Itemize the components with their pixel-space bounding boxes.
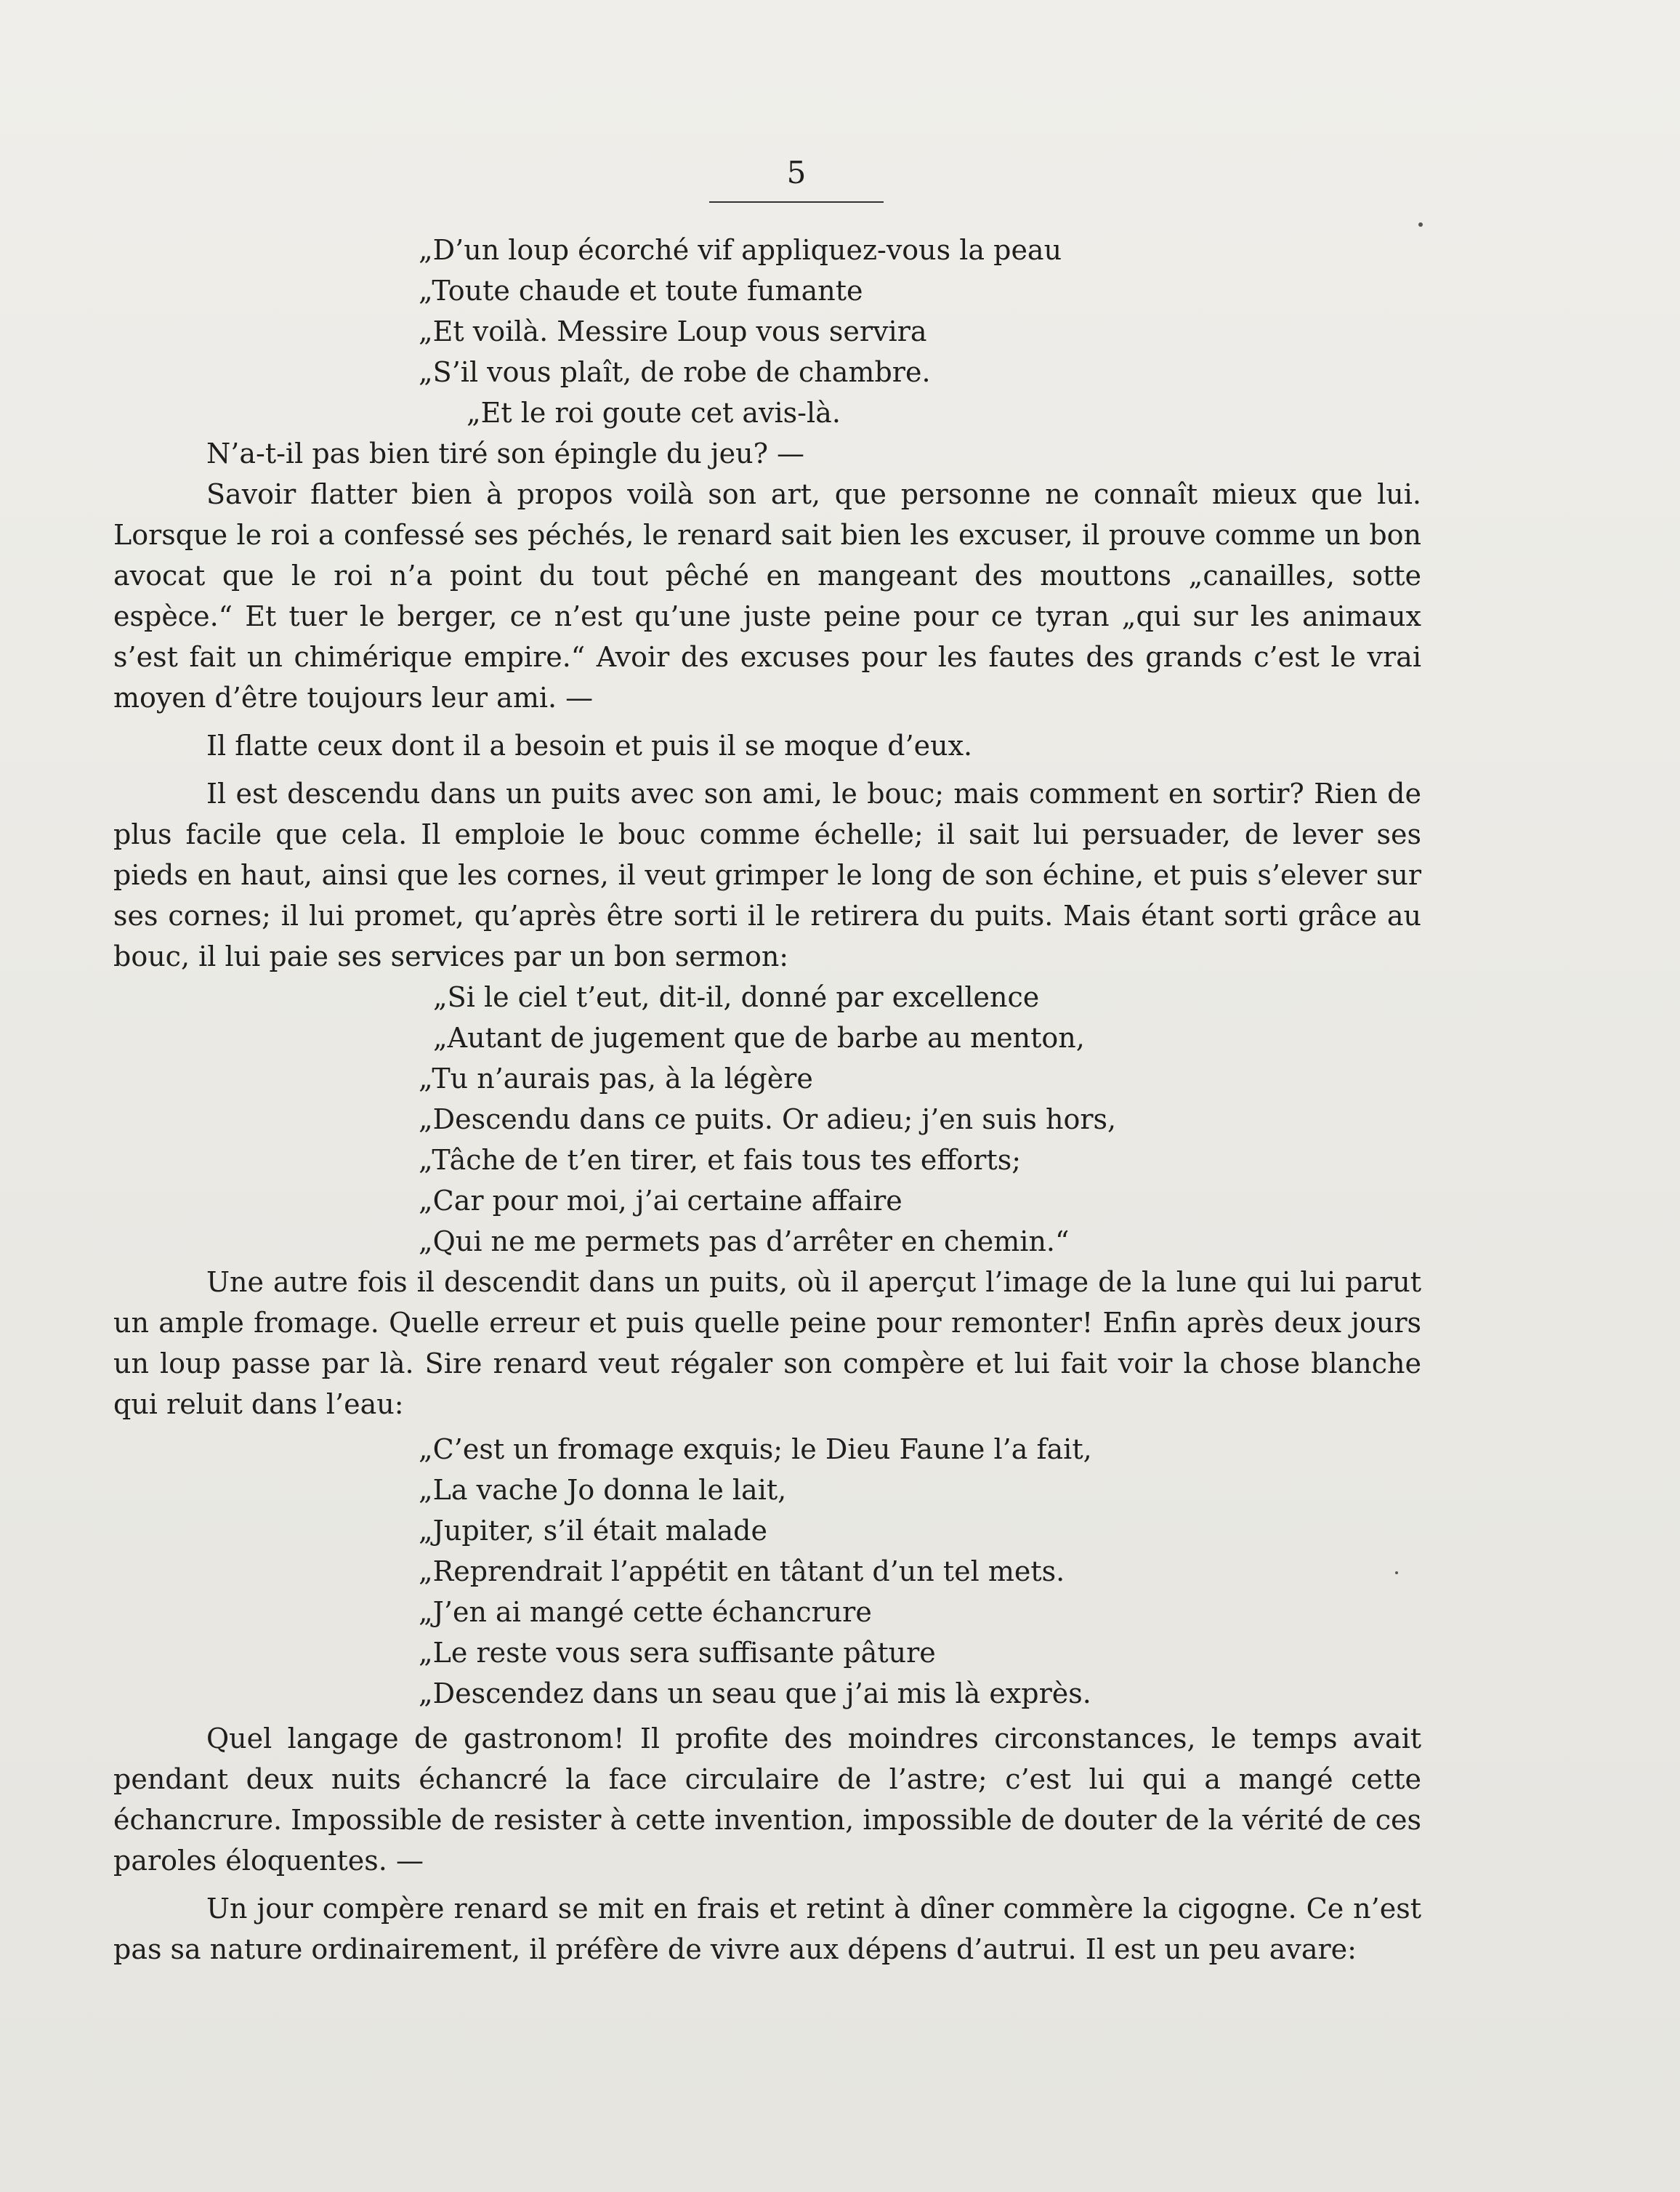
verse-line: „C’est un fromage exquis; le Dieu Faune l’a fait, — [419, 1433, 1092, 1465]
verse-line: „D’un loup écorché vif appliquez-vous la peau — [419, 234, 1062, 266]
verse-block-2 — [113, 977, 1421, 1262]
verse-line: „Toute chaude et toute fumante — [419, 275, 863, 307]
verse-line: „Reprendrait l’appétit en tâtant d’un tel mets. — [419, 1555, 1065, 1587]
paragraph: N’a-t-il pas bien tiré son épingle du jeu? — — [206, 438, 805, 470]
verse-line: „Descendu dans ce puits. Or adieu; j’en suis hors, — [419, 1103, 1117, 1135]
verse-line: „Tâche de t’en tirer, et fais tous tes efforts; — [419, 1144, 1022, 1176]
verse-line: „Autant de jugement que de barbe au menton, — [433, 1022, 1085, 1054]
paragraph: Savoir flatter bien à propos voilà son art, que personne ne connaît mieux que lui. Lorsque le roi a confessé ses péchés, le renard sait bien les excuser, il prouve comme un bon avocat que le roi n’a point du tout pêché en mangeant des mouttons „canailles, sotte espèce.“ Et tuer le berger, ce n’est qu’une juste peine pour ce tyran „qui sur les animaux s’est fait un chimérique empire.“ Avoir des excuses pour les fautes des grands c’est le vrai moyen d’être toujours leur ami. — — [113, 478, 1421, 714]
verse-line: „Qui ne me permets pas d’arrêter en chemin.“ — [419, 1225, 1070, 1257]
verse-line: „J’en ai mangé cette échancrure — [419, 1596, 872, 1628]
ink-speck — [1418, 222, 1423, 227]
verse-line: „Jupiter, s’il était malade — [419, 1515, 767, 1547]
verse-block-1 — [113, 230, 1421, 433]
verse-line: „Tu n’aurais pas, à la légère — [419, 1063, 813, 1095]
verse-line: „Et le roi goute cet avis-là. — [467, 397, 841, 429]
paragraph: Quel langage de gastronom! Il profite des moindres circonstances, le temps avait pendant deux nuits échancré la face circulaire de l’astre; c’est lui qui a mangé cette échancrure. Impossible de resister à cette invention, impossible de douter de la vérité de ces paroles éloquentes. — — [113, 1722, 1421, 1877]
paragraph: Il est descendu dans un puits avec son ami, le bouc; mais comment en sortir? Rien de plus facile que cela. Il emploie le bouc comme échelle; il sait lui persuader, de lever ses pieds en haut, ainsi que les cornes, il veut grimper le long de son échine, et puis s’elever sur ses cornes; il lui promet, qu’après être sorti il le retirera du puits. Mais étant sorti grâce au bouc, il lui paie ses services par un bon sermon: — [113, 778, 1421, 972]
verse-block-3 — [113, 1429, 1421, 1714]
verse-line: „Descendez dans un seau que j’ai mis là exprès. — [419, 1677, 1091, 1709]
body-text — [113, 230, 1421, 1970]
paragraph: Une autre fois il descendit dans un puits, où il aperçut l’image de la lune qui lui parut un ample fromage. Quelle erreur et puis quelle peine pour remonter! Enfin après deux jours un loup passe par là. Sire renard veut régaler son compère et lui fait voir la chose blanche qui reluit dans l’eau: — [113, 1266, 1421, 1420]
verse-line: „Si le ciel t’eut, dit-il, donné par excellence — [433, 981, 1040, 1013]
verse-line: „Car pour moi, j’ai certaine affaire — [419, 1185, 902, 1217]
page-number: 5 — [786, 155, 807, 190]
verse-line: „La vache Jo donna le lait, — [419, 1474, 787, 1506]
header-rule — [709, 201, 884, 203]
verse-line: „Le reste vous sera suffisante pâture — [419, 1637, 936, 1669]
paragraph: Il flatte ceux dont il a besoin et puis il se moque d’eux. — [206, 730, 973, 762]
paragraph: Un jour compère renard se mit en frais et retint à dîner commère la cigogne. Ce n’est pas sa nature ordinairement, il préfère de vivre aux dépens d’autrui. Il est un peu avare: — [113, 1893, 1421, 1965]
verse-line: „Et voilà. Messire Loup vous servira — [419, 315, 927, 347]
verse-line: „S’il vous plaît, de robe de chambre. — [419, 356, 931, 388]
